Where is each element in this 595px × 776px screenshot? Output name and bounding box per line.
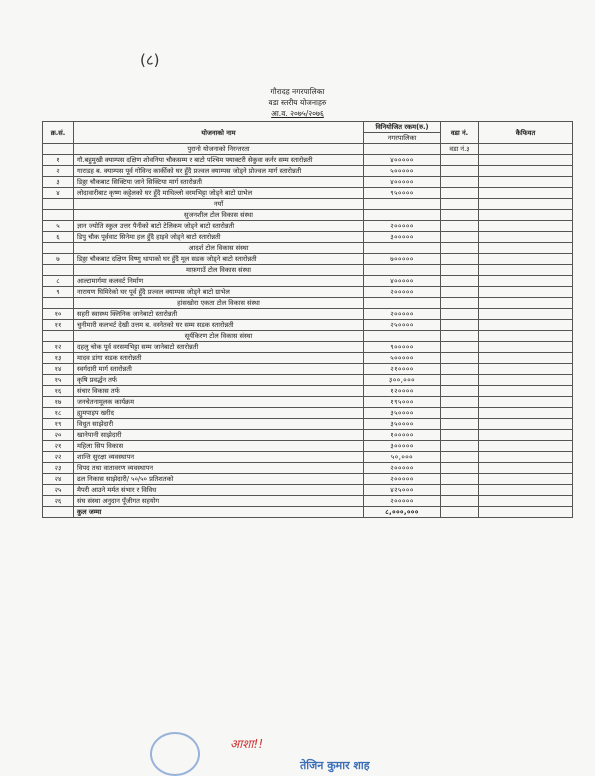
plan-name: गौ.बहुमुखी क्याम्पस दक्षिण शोवनिया चौकसम्म र बाटो पश्चिम फ्याक्टरी सेकुवा कर्नर सम्म स्तारोन्नती bbox=[74, 155, 364, 166]
serial-number: १२ bbox=[43, 342, 74, 353]
table-row bbox=[43, 155, 573, 166]
column-header-amount: विनियोजित रकम(रु.) bbox=[364, 122, 441, 133]
ward-cell bbox=[441, 419, 479, 430]
section-heading: पुरानो योजनाको निरन्तरता bbox=[74, 144, 364, 155]
plan-name: गाराडह ब. क्याम्पस पूर्व गोविन्द कार्कीको घर हुँदै प्रज्वल क्याम्पस जोड्ने प्रोज्वल मार्ग स्तारोन्नती bbox=[74, 166, 364, 177]
signature: आशा!! bbox=[230, 737, 264, 751]
plan-name: नारायण घिमिरेको घर पूर्व हुँदै प्रज्वल क्याम्पस जोड्ने बाटो ग्राभेल bbox=[74, 287, 364, 298]
serial-number: २६ bbox=[43, 496, 74, 507]
allocated-amount: १९५००० bbox=[364, 397, 441, 408]
ward-cell bbox=[441, 199, 479, 210]
empty-cell bbox=[364, 265, 441, 276]
empty-cell bbox=[43, 331, 74, 342]
serial-number: १७ bbox=[43, 397, 74, 408]
ward-cell bbox=[441, 298, 479, 309]
allocated-amount: ५०,००० bbox=[364, 452, 441, 463]
serial-number: ५ bbox=[43, 221, 74, 232]
remarks-cell bbox=[479, 210, 573, 221]
remarks-cell bbox=[479, 265, 573, 276]
table-row bbox=[43, 408, 573, 419]
serial-number: १४ bbox=[43, 364, 74, 375]
ward-cell bbox=[441, 188, 479, 199]
table-row bbox=[43, 287, 573, 298]
table-row bbox=[43, 309, 573, 320]
office-stamp bbox=[150, 732, 200, 776]
plan-name: विधुत साझेदारी bbox=[74, 419, 364, 430]
serial-number: ८ bbox=[43, 276, 74, 287]
column-header-sn: क्र.सं. bbox=[43, 122, 74, 144]
column-header-ward: वडा नं. bbox=[441, 122, 479, 144]
table-row bbox=[43, 254, 573, 265]
section-heading: माफ़गाउँ टोल विकास संस्था bbox=[74, 265, 364, 276]
ward-cell: वडा नं.३ bbox=[441, 144, 479, 155]
document-subtitle: वडा स्तरीय योजनाहरु bbox=[268, 98, 327, 107]
plan-name: संचार विकास तर्फ bbox=[74, 386, 364, 397]
remarks-cell bbox=[479, 177, 573, 188]
allocated-amount: ३५०००० bbox=[364, 408, 441, 419]
plan-name: महिला सिप विकास bbox=[74, 441, 364, 452]
ward-cell bbox=[441, 408, 479, 419]
empty-cell bbox=[43, 210, 74, 221]
plan-name: स्वर्गदारी मार्ग स्तारोन्नती bbox=[74, 364, 364, 375]
remarks-cell bbox=[479, 419, 573, 430]
remarks-cell bbox=[479, 254, 573, 265]
remarks-cell bbox=[479, 287, 573, 298]
allocated-amount: २००००० bbox=[364, 463, 441, 474]
serial-number: १८ bbox=[43, 408, 74, 419]
ward-cell bbox=[441, 342, 479, 353]
remarks-cell bbox=[479, 188, 573, 199]
table-row bbox=[43, 485, 573, 496]
plan-name: ह्युमपाइप खरीद bbox=[74, 408, 364, 419]
remarks-cell bbox=[479, 364, 573, 375]
plan-name: ढल निकास साझेदारी/ ५०/५० प्रतिशतको bbox=[74, 474, 364, 485]
table-row bbox=[43, 353, 573, 364]
section-heading: नयाँ bbox=[74, 199, 364, 210]
plan-name: संघ संस्था अनुदान पूँजीगत सहयोग bbox=[74, 496, 364, 507]
remarks-cell bbox=[479, 309, 573, 320]
serial-number: १९ bbox=[43, 419, 74, 430]
plan-name: शान्ति सुरक्षा व्यवस्थापन bbox=[74, 452, 364, 463]
plan-name: चुनीमारी कलभर्ट देखी उत्तम ब. वस्नेतको घर सम्म सडक स्तारोन्नती bbox=[74, 320, 364, 331]
table-row bbox=[43, 441, 573, 452]
allocated-amount: २००००० bbox=[364, 221, 441, 232]
plan-name: खानेपानी साझेदारी bbox=[74, 430, 364, 441]
remarks-cell bbox=[479, 353, 573, 364]
allocated-amount: ५००००० bbox=[364, 166, 441, 177]
ward-cell bbox=[441, 397, 479, 408]
ward-cell bbox=[441, 430, 479, 441]
allocated-amount: १००००० bbox=[364, 430, 441, 441]
plan-name: डिठ्ठा चौकबाट सिक्टिया जाने सिक्टिया मार्ग स्तारोन्नती bbox=[74, 177, 364, 188]
remarks-cell bbox=[479, 320, 573, 331]
signatory-name: तेजिन कुमार शाह bbox=[300, 759, 370, 772]
serial-number: २५ bbox=[43, 485, 74, 496]
section-heading: हांसखोरा एकता टोल विकास संस्था bbox=[74, 298, 364, 309]
remarks-cell bbox=[479, 166, 573, 177]
table-row bbox=[43, 430, 573, 441]
remarks-cell bbox=[479, 155, 573, 166]
ward-cell bbox=[441, 386, 479, 397]
section-heading-row bbox=[43, 243, 573, 254]
remarks-cell bbox=[479, 386, 573, 397]
serial-number: २१ bbox=[43, 441, 74, 452]
ward-cell bbox=[441, 452, 479, 463]
remarks-cell bbox=[479, 507, 573, 518]
serial-number: २ bbox=[43, 166, 74, 177]
section-heading-row bbox=[43, 199, 573, 210]
ward-cell bbox=[441, 496, 479, 507]
plan-name: सहरी स्वास्थ्य क्लिनिक जानेबाटो स्तारोन्नती bbox=[74, 309, 364, 320]
remarks-cell bbox=[479, 485, 573, 496]
plan-name: डिपु चौक पूर्ववाट सिनेमा हल हुँदै हाइवे जोड्ने बाटो स्तारोन्नती bbox=[74, 232, 364, 243]
serial-number: २० bbox=[43, 430, 74, 441]
allocated-amount: २१०००० bbox=[364, 364, 441, 375]
empty-cell bbox=[43, 144, 74, 155]
ward-cell bbox=[441, 287, 479, 298]
ward-cell bbox=[441, 320, 479, 331]
serial-number: ४ bbox=[43, 188, 74, 199]
table-row bbox=[43, 342, 573, 353]
allocated-amount: ३००००० bbox=[364, 232, 441, 243]
allocated-amount: ४२५००० bbox=[364, 485, 441, 496]
serial-number: १ bbox=[43, 155, 74, 166]
plan-name: ज्ञान ज्योति स्कुल उत्तर पैनीको बाटो टेलिकम जोड्ने बाटो स्तारोन्नती bbox=[74, 221, 364, 232]
ward-cell bbox=[441, 221, 479, 232]
table-row bbox=[43, 463, 573, 474]
ward-cell bbox=[441, 364, 479, 375]
table-row bbox=[43, 397, 573, 408]
ward-cell bbox=[441, 463, 479, 474]
allocated-amount: २००००० bbox=[364, 287, 441, 298]
municipality-title: गौरादह नगरपालिका bbox=[270, 87, 325, 96]
plan-table bbox=[42, 121, 573, 518]
table-row bbox=[43, 375, 573, 386]
empty-cell bbox=[43, 199, 74, 210]
empty-cell bbox=[364, 331, 441, 342]
allocated-amount: ४००००० bbox=[364, 155, 441, 166]
table-row bbox=[43, 221, 573, 232]
page-number-marker: (८) bbox=[140, 51, 160, 69]
serial-number: १५ bbox=[43, 375, 74, 386]
table-row bbox=[43, 386, 573, 397]
serial-number: २३ bbox=[43, 463, 74, 474]
ward-cell bbox=[441, 155, 479, 166]
serial-number: ७ bbox=[43, 254, 74, 265]
ward-cell bbox=[441, 309, 479, 320]
section-heading-row bbox=[43, 298, 573, 309]
remarks-cell bbox=[479, 232, 573, 243]
ward-cell bbox=[441, 331, 479, 342]
plan-name: मैपरी आउने मर्मत संभार र विविध bbox=[74, 485, 364, 496]
serial-number: १३ bbox=[43, 353, 74, 364]
ward-cell bbox=[441, 166, 479, 177]
plan-name: विपद तथा वातावरण व्यवस्थापन bbox=[74, 463, 364, 474]
remarks-cell bbox=[479, 331, 573, 342]
empty-cell bbox=[364, 243, 441, 254]
remarks-cell bbox=[479, 474, 573, 485]
table-row bbox=[43, 496, 573, 507]
plan-name: दहलु चोक पूर्व वरसमभिट्टा सम्म जानेबाटो स्तारोन्नती bbox=[74, 342, 364, 353]
ward-cell bbox=[441, 441, 479, 452]
plan-name: जनचेतनामूलक कार्यक्रम bbox=[74, 397, 364, 408]
allocated-amount: ९००००० bbox=[364, 342, 441, 353]
table-row bbox=[43, 452, 573, 463]
section-heading-row bbox=[43, 210, 573, 221]
table-row bbox=[43, 364, 573, 375]
empty-cell bbox=[43, 265, 74, 276]
remarks-cell bbox=[479, 463, 573, 474]
table-row bbox=[43, 419, 573, 430]
empty-cell bbox=[364, 199, 441, 210]
allocated-amount: ५००००० bbox=[364, 353, 441, 364]
plan-name: डिठ्ठा चौकबाट दक्षिण विष्णु थापाको घर हुँदै मूल सडक जोड्ने बाटो स्तारोन्नती bbox=[74, 254, 364, 265]
total-row bbox=[43, 507, 573, 518]
table-row bbox=[43, 276, 573, 287]
empty-cell bbox=[43, 243, 74, 254]
section-heading-row bbox=[43, 144, 573, 155]
empty-cell bbox=[364, 144, 441, 155]
ward-cell bbox=[441, 177, 479, 188]
remarks-cell bbox=[479, 276, 573, 287]
section-heading: सुजनशील टोल विकास संस्था bbox=[74, 210, 364, 221]
empty-cell bbox=[43, 298, 74, 309]
ward-cell bbox=[441, 375, 479, 386]
table-row bbox=[43, 188, 573, 199]
plan-name: लोदावारीबाट कृष्ण कट्टेलको घर हुँदै माथिल्लो वरमभिट्टा जोड्ने बाटो ग्राभेल bbox=[74, 188, 364, 199]
column-header-remarks: कैफियत bbox=[479, 122, 573, 144]
allocated-amount: २००००० bbox=[364, 309, 441, 320]
remarks-cell bbox=[479, 441, 573, 452]
empty-cell bbox=[43, 507, 74, 518]
total-amount: ८,०००,००० bbox=[364, 507, 441, 518]
remarks-cell bbox=[479, 496, 573, 507]
remarks-cell bbox=[479, 397, 573, 408]
column-subheader-municipality: नगरपालिका bbox=[364, 133, 441, 144]
remarks-cell bbox=[479, 408, 573, 419]
ward-cell bbox=[441, 265, 479, 276]
table-row bbox=[43, 232, 573, 243]
serial-number: २२ bbox=[43, 452, 74, 463]
remarks-cell bbox=[479, 375, 573, 386]
remarks-cell bbox=[479, 430, 573, 441]
remarks-cell bbox=[479, 342, 573, 353]
remarks-cell bbox=[479, 199, 573, 210]
remarks-cell bbox=[479, 452, 573, 463]
ward-cell bbox=[441, 353, 479, 364]
serial-number: २४ bbox=[43, 474, 74, 485]
allocated-amount: ३००,००० bbox=[364, 375, 441, 386]
ward-cell bbox=[441, 232, 479, 243]
ward-cell bbox=[441, 276, 479, 287]
remarks-cell bbox=[479, 298, 573, 309]
ward-cell bbox=[441, 254, 479, 265]
serial-number: १६ bbox=[43, 386, 74, 397]
total-label: कुल जम्मा bbox=[74, 507, 364, 518]
column-header-name: योजनाको नाम bbox=[74, 122, 364, 144]
allocated-amount: ४००००० bbox=[364, 276, 441, 287]
serial-number: ११ bbox=[43, 320, 74, 331]
remarks-cell bbox=[479, 144, 573, 155]
section-heading: सूर्यकिरण टोल विकास संस्था bbox=[74, 331, 364, 342]
table-header-row bbox=[43, 122, 573, 133]
table-row bbox=[43, 177, 573, 188]
table-row bbox=[43, 320, 573, 331]
serial-number: १० bbox=[43, 309, 74, 320]
allocated-amount: २००००० bbox=[364, 474, 441, 485]
allocated-amount: ४००००० bbox=[364, 177, 441, 188]
ward-cell bbox=[441, 243, 479, 254]
plan-table-body bbox=[43, 144, 573, 518]
ward-cell bbox=[441, 485, 479, 496]
allocated-amount: ९५०००० bbox=[364, 188, 441, 199]
ward-cell bbox=[441, 210, 479, 221]
ward-cell bbox=[441, 474, 479, 485]
serial-number: ३ bbox=[43, 177, 74, 188]
plan-name: आल्टामार्गमा कलवर्ट निर्माण bbox=[74, 276, 364, 287]
plan-name: मादव डांगा सडक स्तारोन्नती bbox=[74, 353, 364, 364]
section-heading-row bbox=[43, 331, 573, 342]
allocated-amount: ३००००० bbox=[364, 441, 441, 452]
empty-cell bbox=[364, 210, 441, 221]
table-row bbox=[43, 474, 573, 485]
table-row bbox=[43, 166, 573, 177]
ward-cell bbox=[441, 507, 479, 518]
allocated-amount: १२०००० bbox=[364, 386, 441, 397]
allocated-amount: ३५०००० bbox=[364, 419, 441, 430]
serial-number: ६ bbox=[43, 232, 74, 243]
remarks-cell bbox=[479, 221, 573, 232]
plan-name: कृषि प्रवर्द्धन तर्फ bbox=[74, 375, 364, 386]
serial-number: ९ bbox=[43, 287, 74, 298]
allocated-amount: ७००००० bbox=[364, 254, 441, 265]
remarks-cell bbox=[479, 243, 573, 254]
fiscal-year: आ.व. २०७५/२०७६ bbox=[271, 109, 324, 118]
allocated-amount: २००००० bbox=[364, 496, 441, 507]
section-heading-row bbox=[43, 265, 573, 276]
section-heading: आदर्श टोल विकास संस्था bbox=[74, 243, 364, 254]
allocated-amount: २५०००० bbox=[364, 320, 441, 331]
empty-cell bbox=[364, 298, 441, 309]
